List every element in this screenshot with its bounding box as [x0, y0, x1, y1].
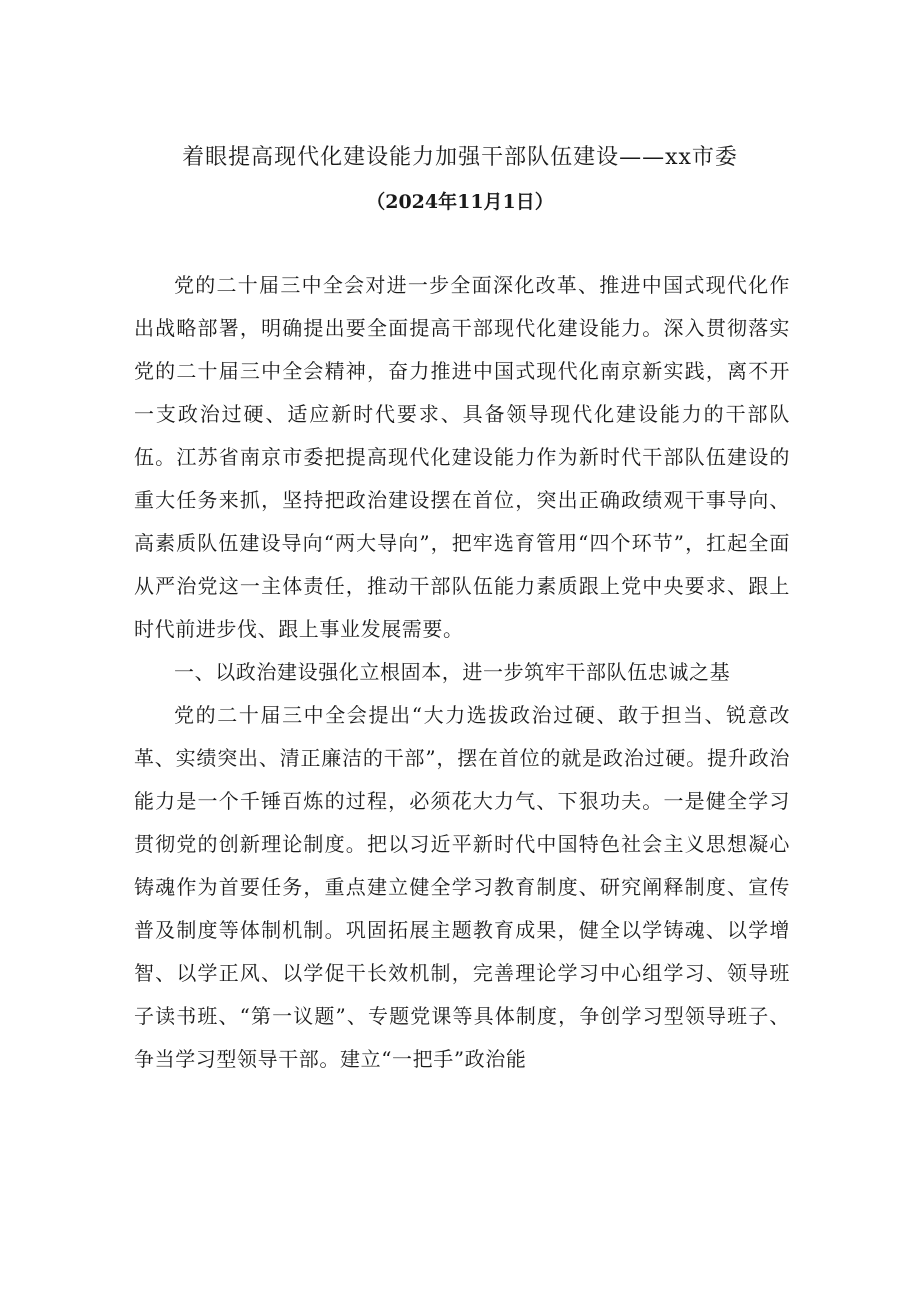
- document-date: （2024年11月1日）: [366, 191, 554, 213]
- document-body: [134, 264, 790, 1081]
- section-paragraph: 党的二十届三中全会提出“大力选拔政治过硬、敢于担当、锐意改革、实绩突出、清正廉洁的干部”，摆在首位的就是政治过硬。提升政治能力是一个千锤百炼的过程，必须花大力气、下狠功夫。一是健全学习贯彻党的创新理论制度。把以习近平新时代中国特色社会主义思想凝心铸魂作为首要任务，重点建立健全学习教育制度、研究阐释制度、宣传普及制度等体制机制。巩固拓展主题教育成果，健全以学铸魂、以学增智、以学正风、以学促干长效机制，完善理论学习中心组学习、领导班子读书班、“第一议题”、专题党课等具体制度，争创学习型领导班子、争当学习型领导干部。建立“一把手”政治能: [134, 703, 790, 1071]
- section-heading: 一、以政治建设强化立根固本，进一步筑牢干部队伍忠诚之基: [174, 660, 731, 684]
- document-title: 着眼提高现代化建设能力加强干部队伍建设——xx市委: [182, 145, 738, 170]
- intro-paragraph: 党的二十届三中全会对进一步全面深化改革、推进中国式现代化作出战略部署，明确提出要全面提高干部现代化建设能力。深入贯彻落实党的二十届三中全会精神，奋力推进中国式现代化南京新实践，离不开一支政治过硬、适应新时代要求、具备领导现代化建设能力的干部队伍。江苏省南京市委把提高现代化建设能力作为新时代干部队伍建设的重大任务来抓，坚持把政治建设摆在首位，突出正确政绩观干事导向、高素质队伍建设导向“两大导向”，把牢选育管用“四个环节”，扛起全面从严治党这一主体责任，推动干部队伍能力素质跟上党中央要求、跟上时代前进步伐、跟上事业发展需要。: [134, 273, 790, 641]
